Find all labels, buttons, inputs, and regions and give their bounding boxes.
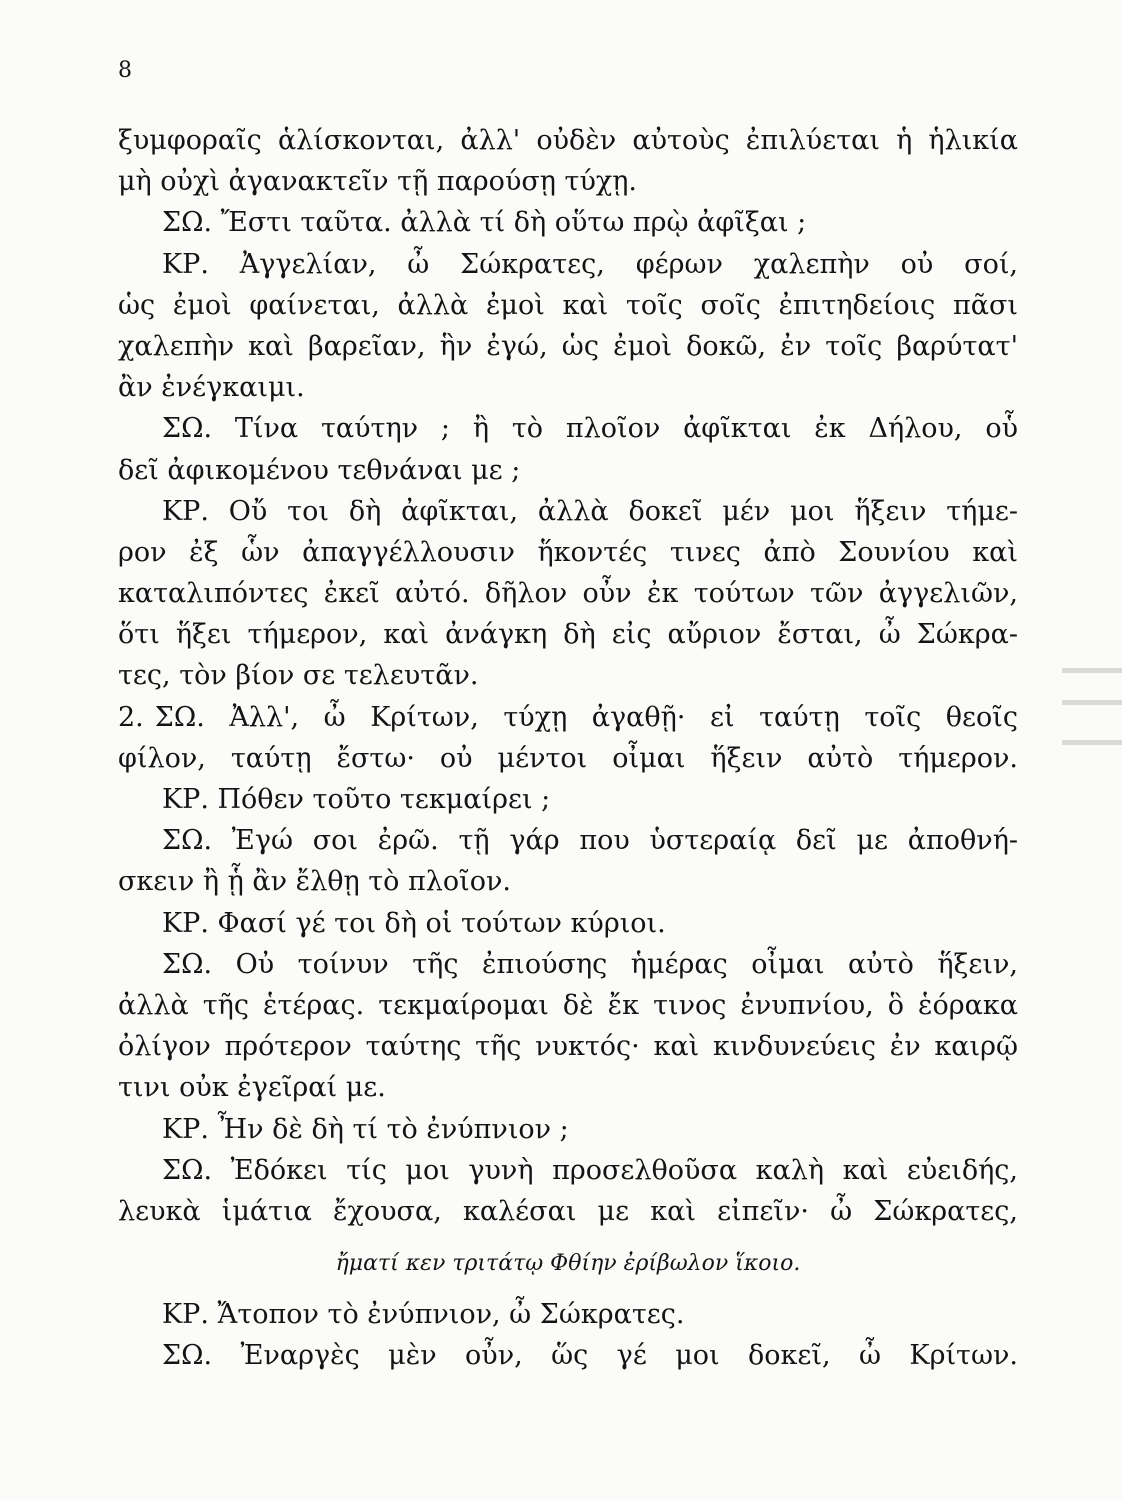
bleed-through-mark [1062,740,1122,745]
text-line: ΣΩ. Ἀλλ', ὦ Κρίτων, τύχῃ ἀγαθῇ· εἰ ταύτῃ τοῖς θεοῖς [154,701,1018,733]
text-line: ΣΩ. Οὐ τοίνυν τῆς ἐπιούσης ἡμέρας οἶμαι αὐτὸ ἥξειν, [162,948,1018,980]
text-line: ΣΩ. Ἐναργὲς μὲν οὖν, ὥς γέ μοι δοκεῖ, ὦ Κρίτων. [162,1340,1018,1372]
text-line: ρον ἐξ ὧν ἀπαγγέλλουσιν ἥκοντές τινες ἀπὸ Σουνίου καὶ [118,536,1018,568]
bleed-through-mark [1062,700,1122,705]
homeric-quotation: ἤματί κεν τριτάτῳ Φθίην ἐρίβωλον ἵκοιο. [335,1251,801,1277]
text-line: ΣΩ. Ἐδόκει τίς μοι γυνὴ προσελθοῦσα καλὴ καὶ εὐειδής, [162,1154,1018,1186]
text-line: χαλεπὴν καὶ βαρεῖαν, ἣν ἐγώ, ὡς ἐμοὶ δοκῶ, ἐν τοῖς βαρύτατ' [118,330,1018,362]
text-line: καταλιπόντες ἐκεῖ αὐτό. δῆλον οὖν ἐκ τούτων τῶν ἀγγελιῶν, [118,578,1018,610]
text-line: ΚΡ. Ἦν δὲ δὴ τί τὸ ἐνύπνιον ; [162,1113,569,1145]
text-line: τες, τὸν βίον σε τελευτᾶν. [118,660,479,692]
main-text [118,120,1018,1376]
text-line: ΚΡ. Ἄτοπον τὸ ἐνύπνιον, ὦ Σώκρατες. [162,1299,685,1331]
text-line: ΚΡ. Φασί γέ τοι δὴ οἱ τούτων κύριοι. [162,907,666,939]
text-line: ἂν ἐνέγκαιμι. [118,372,305,404]
text-line: μὴ οὐχὶ ἀγανακτεῖν τῇ παρούσῃ τύχῃ. [118,166,638,198]
text-line: ὡς ἐμοὶ φαίνεται, ἀλλὰ ἐμοὶ καὶ τοῖς σοῖς ἐπιτηδείοις πᾶσι [118,289,1018,321]
section-marker: 2. [118,701,144,733]
text-line: ξυμφοραῖς ἁλίσκονται, ἀλλ' οὐδὲν αὐτοὺς ἐπιλύεται ἡ ἡλικία [118,125,1018,156]
text-line: ΚΡ. Πόθεν τοῦτο τεκμαίρει ; [162,784,551,815]
text-line: ὀλίγον πρότερον ταύτης τῆς νυκτός· καὶ κινδυνεύεις ἐν καιρῷ [118,1031,1018,1063]
text-line: ὅτι ἥξει τήμερον, καὶ ἀνάγκη δὴ εἰς αὔριον ἔσται, ὦ Σώκρα- [118,619,1018,651]
text-line: ἀλλὰ τῆς ἑτέρας. τεκμαίρομαι δὲ ἔκ τινος ἐνυπνίου, ὃ ἑόρακα [118,989,1018,1021]
section-line [118,697,1018,738]
text-line: ΣΩ. Ἔστι ταῦτα. ἀλλὰ τί δὴ οὕτω πρῲ ἀφῖξαι ; [162,207,807,239]
text-line: ΚΡ. Οὔ τοι δὴ ἀφῖκται, ἀλλὰ δοκεῖ μέν μοι ἥξειν τήμε- [162,495,1018,527]
text-line: λευκὰ ἱμάτια ἔχουσα, καλέσαι με καὶ εἰπεῖν· ὦ Σώκρατες, [118,1195,1018,1227]
text-line: ΣΩ. Τίνα ταύτην ; ἢ τὸ πλοῖον ἀφῖκται ἐκ Δήλου, οὗ [162,413,1018,445]
text-line: δεῖ ἀφικομένου τεθνάναι με ; [118,454,521,486]
text-line: φίλον, ταύτῃ ἔστω· οὐ μέντοι οἶμαι ἥξειν αὐτὸ τήμερον. [118,742,1018,774]
text-line: ΚΡ. Ἀγγελίαν, ὦ Σώκρατες, φέρων χαλεπὴν οὐ σοί, [162,248,1018,280]
text-line: ΣΩ. Ἐγώ σοι ἐρῶ. τῇ γάρ που ὑστεραίᾳ δεῖ με ἀποθνή- [162,825,1018,857]
bleed-through-mark [1062,668,1122,673]
text-line: τινι οὐκ ἐγεῖραί με. [118,1072,386,1104]
text-line: σκειν ἢ ᾗ ἂν ἔλθῃ τὸ πλοῖον. [118,866,511,898]
page-number: 8 [118,58,132,83]
